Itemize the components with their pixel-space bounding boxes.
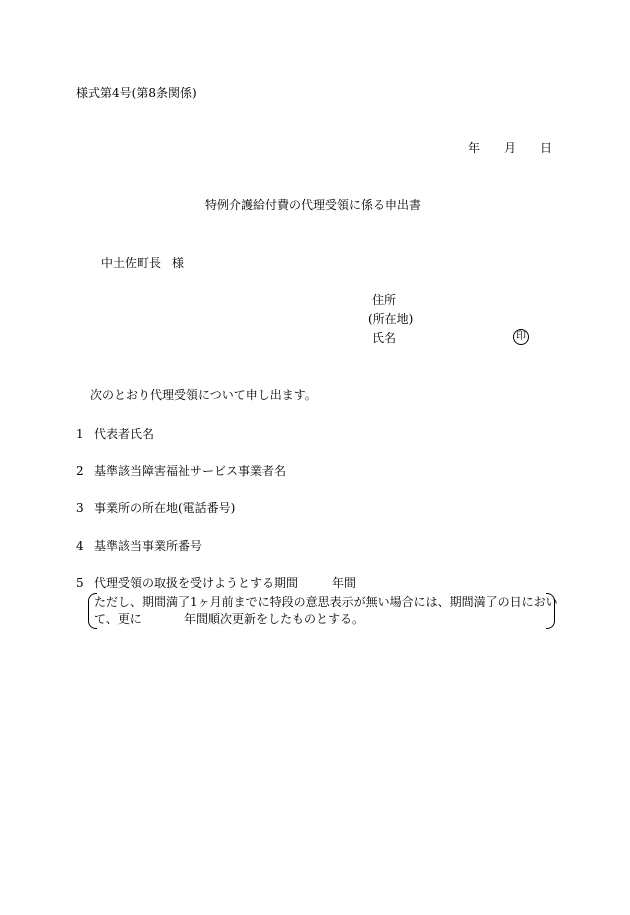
intro-text: 次のとおり代理受領について申し出ます。 (90, 388, 317, 402)
item-label-period: 代理受領の取扱を受けようとする期間 (94, 576, 299, 590)
item-label-office-location: 事業所の所在地(電話番号) (94, 501, 236, 515)
item-label-provider-name: 基準該当障害福祉サービス事業者名 (94, 464, 287, 478)
date-month-label: 月 (504, 141, 517, 155)
date-day-label: 日 (540, 141, 553, 155)
document-title: 特例介護給付費の代理受領に係る申出書 (205, 198, 422, 212)
item-label-office-number: 基準該当事業所番号 (94, 539, 203, 553)
note-line-2-suffix: 年間順次更新をしたものとする。 (184, 612, 365, 626)
item-number: 4 (76, 539, 84, 553)
item-number: 3 (76, 501, 84, 515)
seal-mark: 印 (513, 329, 529, 345)
item-number: 2 (76, 464, 84, 478)
name-label: 氏名 (372, 331, 397, 345)
item-label-representative-name: 代表者氏名 (94, 427, 155, 441)
address-label: 住所 (372, 293, 397, 307)
addressee-name: 中土佐町長 (101, 256, 162, 270)
date-year-label: 年 (468, 141, 481, 155)
addressee-honorific: 様 (172, 256, 185, 270)
item-period-years-unit: 年間 (332, 576, 357, 590)
location-label: (所在地) (368, 312, 414, 326)
form-number: 様式第4号(第8条関係) (76, 86, 197, 100)
item-number: 5 (76, 576, 84, 590)
note-line-2: て、更に (94, 612, 142, 626)
item-number: 1 (76, 427, 84, 441)
note-line-1: ただし、期間満了1ヶ月前までに特段の意思表示が無い場合には、期間満了の日におい (94, 595, 558, 609)
